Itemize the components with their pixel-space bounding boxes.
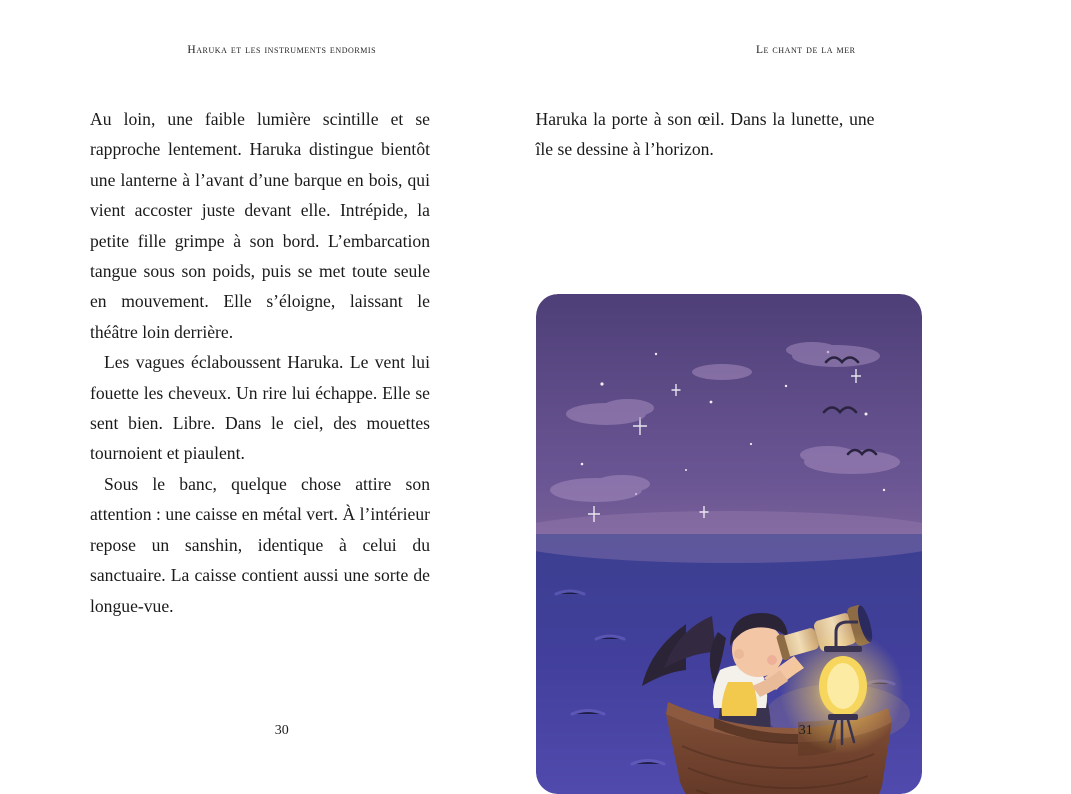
running-head-right: Le chant de la mer [611, 44, 1002, 56]
left-page [0, 0, 536, 775]
page-number-right: 31 [611, 723, 1002, 739]
page-number-left: 30 [90, 723, 474, 739]
right-page-body-text [536, 104, 875, 165]
paragraph: Haruka la porte à son œil. Dans la lunette, une île se dessine à l’horizon. [536, 104, 875, 165]
right-page [536, 0, 1071, 775]
paragraph: Les vagues éclaboussent Haruka. Le vent lui fouette les cheveux. Un rire lui échappe. Elle se sent bien. Libre. Dans le ciel, des mouettes tournoient et piaulent. [90, 347, 430, 469]
paragraph: Sous le banc, quelque chose attire son attention : une caisse en métal vert. À l’intérieur repose un sanshin, identique à celui du sanctuaire. La caisse contient aussi une sorte de longue-vue. [90, 469, 430, 621]
paragraph: Au loin, une faible lumière scintille et se rapproche lentement. Haruka distingue bientôt une lanterne à l’avant d’une barque en bois, qui vient accoster juste devant elle. Intrépide, la petite fille grimpe à son bord. L’embarcation tangue sous son poids, puis se met toute seule en mouvement. Elle s’éloigne, laissant le théâtre loin derrière. [90, 104, 430, 347]
running-head-left: Haruka et les instruments endormis [90, 44, 474, 56]
left-page-body-text [90, 104, 430, 621]
girl-in-boat-with-spyglass-illustration [536, 294, 922, 794]
illustration-svg [536, 294, 922, 794]
